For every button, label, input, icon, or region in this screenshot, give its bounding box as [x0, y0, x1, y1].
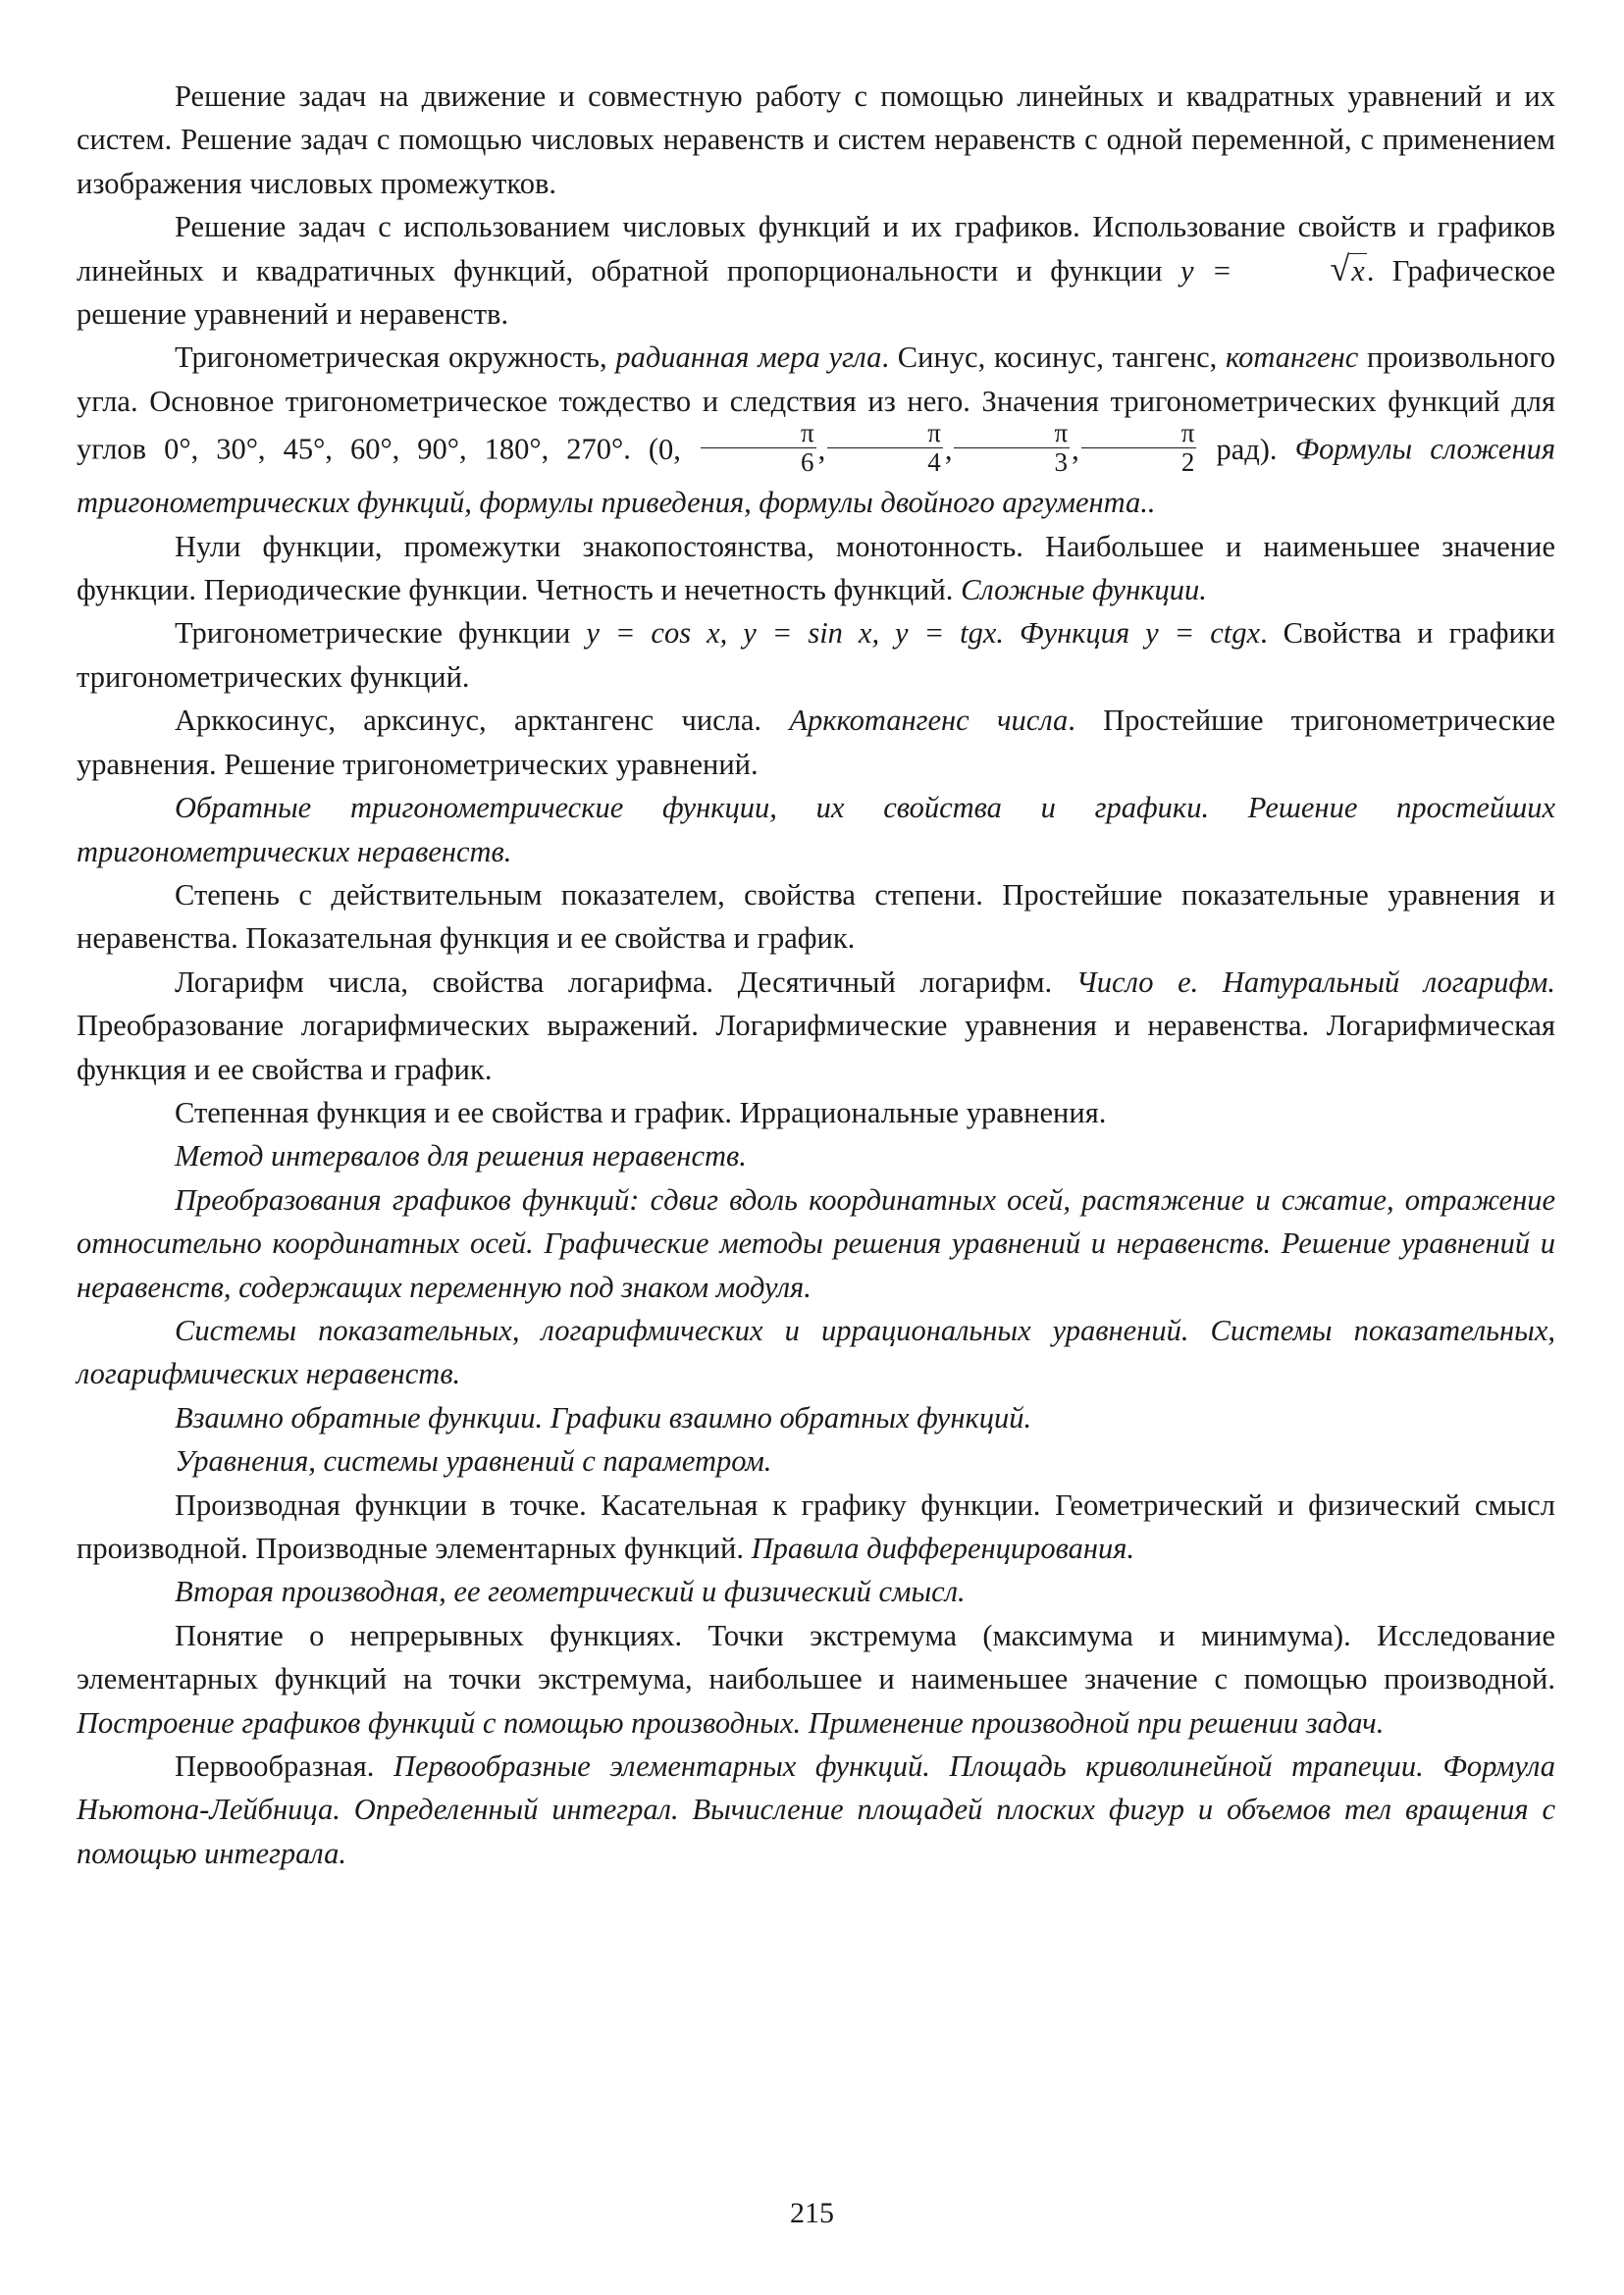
paragraph-inverse-trig: Обратные тригонометрические функции, их свойства и графики. Решение простейших тригонометрических неравенств.: [77, 791, 1555, 868]
fraction-pi-6: $\frac{\pi}{6}$: [701, 419, 816, 477]
paragraph-trig-circle: Тригонометрическая окружность, радианная мера угла. Синус, косинус, тангенс, котангенс произвольного угла. Основное тригонометрическое тождество и следствия из него. Значения тригонометрических функций для углов 0°, 30°, 45°, 60°, 90°, 180°, 270°. (0, $\frac{\pi}{6}$ , $\frac{\pi}{4}$ , $\frac{\pi}{3}$ , $\frac{\pi}{2}$ рад). Формулы сложения тригонометрических функций, формулы приведения, формулы двойного аргумента..: [77, 340, 1556, 520]
paragraph-logarithm: Логарифм числа, свойства логарифма. Десятичный логарифм. Число е. Натуральный логарифм. Преобразование логарифмических выражений. Логарифмические уравнения и неравенства. Логарифмическая функция и ее свойства и график.: [77, 965, 1555, 1086]
page-number: 215: [790, 2197, 834, 2229]
paragraph-word-problems: Решение задач на движение и совместную работу с помощью линейных и квадратных уравнений и их систем. Решение задач с помощью числовых неравенств и систем неравенств с одной переменной, с применением изображения числовых промежутков.: [77, 79, 1555, 200]
paragraph-trig-functions: Тригонометрические функции y = cos x, y = sin x, y = tgx. Функция y = ctgx. Свойства и графики тригонометрических функций.: [77, 616, 1556, 694]
formula-trig-functions: y = cos x, y = sin x, y = tgx: [586, 616, 997, 651]
fraction-pi-2: $\frac{\pi}{2}$: [1081, 419, 1197, 477]
fraction-pi-4: $\frac{\pi}{4}$: [827, 419, 943, 477]
paragraph-arc-functions: Арккосинус, арксинус, арктангенс числа. Арккотангенс числа. Простейшие тригонометрические уравнения. Решение тригонометрических уравнений.: [77, 704, 1555, 781]
paragraph-interval-method: Метод интервалов для решения неравенств.: [175, 1139, 747, 1174]
fraction-pi-3: $\frac{\pi}{3}$: [954, 419, 1070, 477]
paragraph-continuity-extrema: Понятие о непрерывных функциях. Точки экстремума (максимума и минимума). Исследование элементарных функций на точки экстремума, наибольшее и наименьшее значение с помощью производной. Построение графиков функций с помощью производных. Применение производной при решении задач.: [77, 1618, 1555, 1740]
formula-sqrt: y = √x: [1180, 254, 1367, 287]
paragraph-antiderivative: Первообразная. Первообразные элементарных функций. Площадь криволинейной трапеции. Формула Ньютона-Лейбница. Определенный интеграл. Вычисление площадей плоских фигур и объемов тел вращения с помощью интеграла.: [77, 1749, 1556, 1870]
paragraph-function-properties: Нули функции, промежутки знакопостоянства, монотонность. Наибольшее и наименьшее значение функции. Периодические функции. Четность и нечетность функций. Сложные функции.: [77, 529, 1555, 607]
paragraph-power-function: Степенная функция и ее свойства и график. Иррациональные уравнения.: [175, 1095, 1107, 1129]
paragraph-systems: Системы показательных, логарифмических и иррациональных уравнений. Системы показательных, логарифмических неравенств.: [77, 1313, 1555, 1391]
paragraph-second-derivative: Вторая производная, ее геометрический и физический смысл.: [175, 1575, 966, 1609]
paragraph-derivative: Производная функции в точке. Касательная к графику функции. Геометрический и физический смысл производной. Производные элементарных функций. Правила дифференцирования.: [77, 1487, 1555, 1565]
paragraph-inverse-functions: Взаимно обратные функции. Графики взаимно обратных функций.: [175, 1400, 1032, 1434]
paragraph-numeric-functions: Решение задач с использованием числовых функций и их графиков. Использование свойств и графиков линейных и квадратичных функций, обратной пропорциональности и функции y = √x. Графическое решение уравнений и неравенств.: [77, 210, 1555, 332]
paragraph-exponent: Степень с действительным показателем, свойства степени. Простейшие показательные уравнения и неравенства. Показательная функция и ее свойства и график.: [77, 877, 1555, 956]
formula-ctg: y = ctgx: [1145, 616, 1261, 651]
sqrt-symbol: √x: [1330, 248, 1365, 288]
angle-values-radians: 0, $\frac{\pi}{6}$ , $\frac{\pi}{4}$ , $\frac{\pi}{3}$ , $\frac{\pi}{2}$ рад).: [658, 418, 1295, 478]
paragraph-parameter-equations: Уравнения, системы уравнений с параметром.: [175, 1444, 772, 1479]
page-body: [77, 75, 1555, 1875]
paragraph-graph-transformations: Преобразования графиков функций: сдвиг вдоль координатных осей, растяжение и сжатие, отражение относительно координатных осей. Графические методы решения уравнений и неравенств. Решение уравнений и неравенств, содержащих переменную под знаком модуля.: [77, 1182, 1555, 1304]
